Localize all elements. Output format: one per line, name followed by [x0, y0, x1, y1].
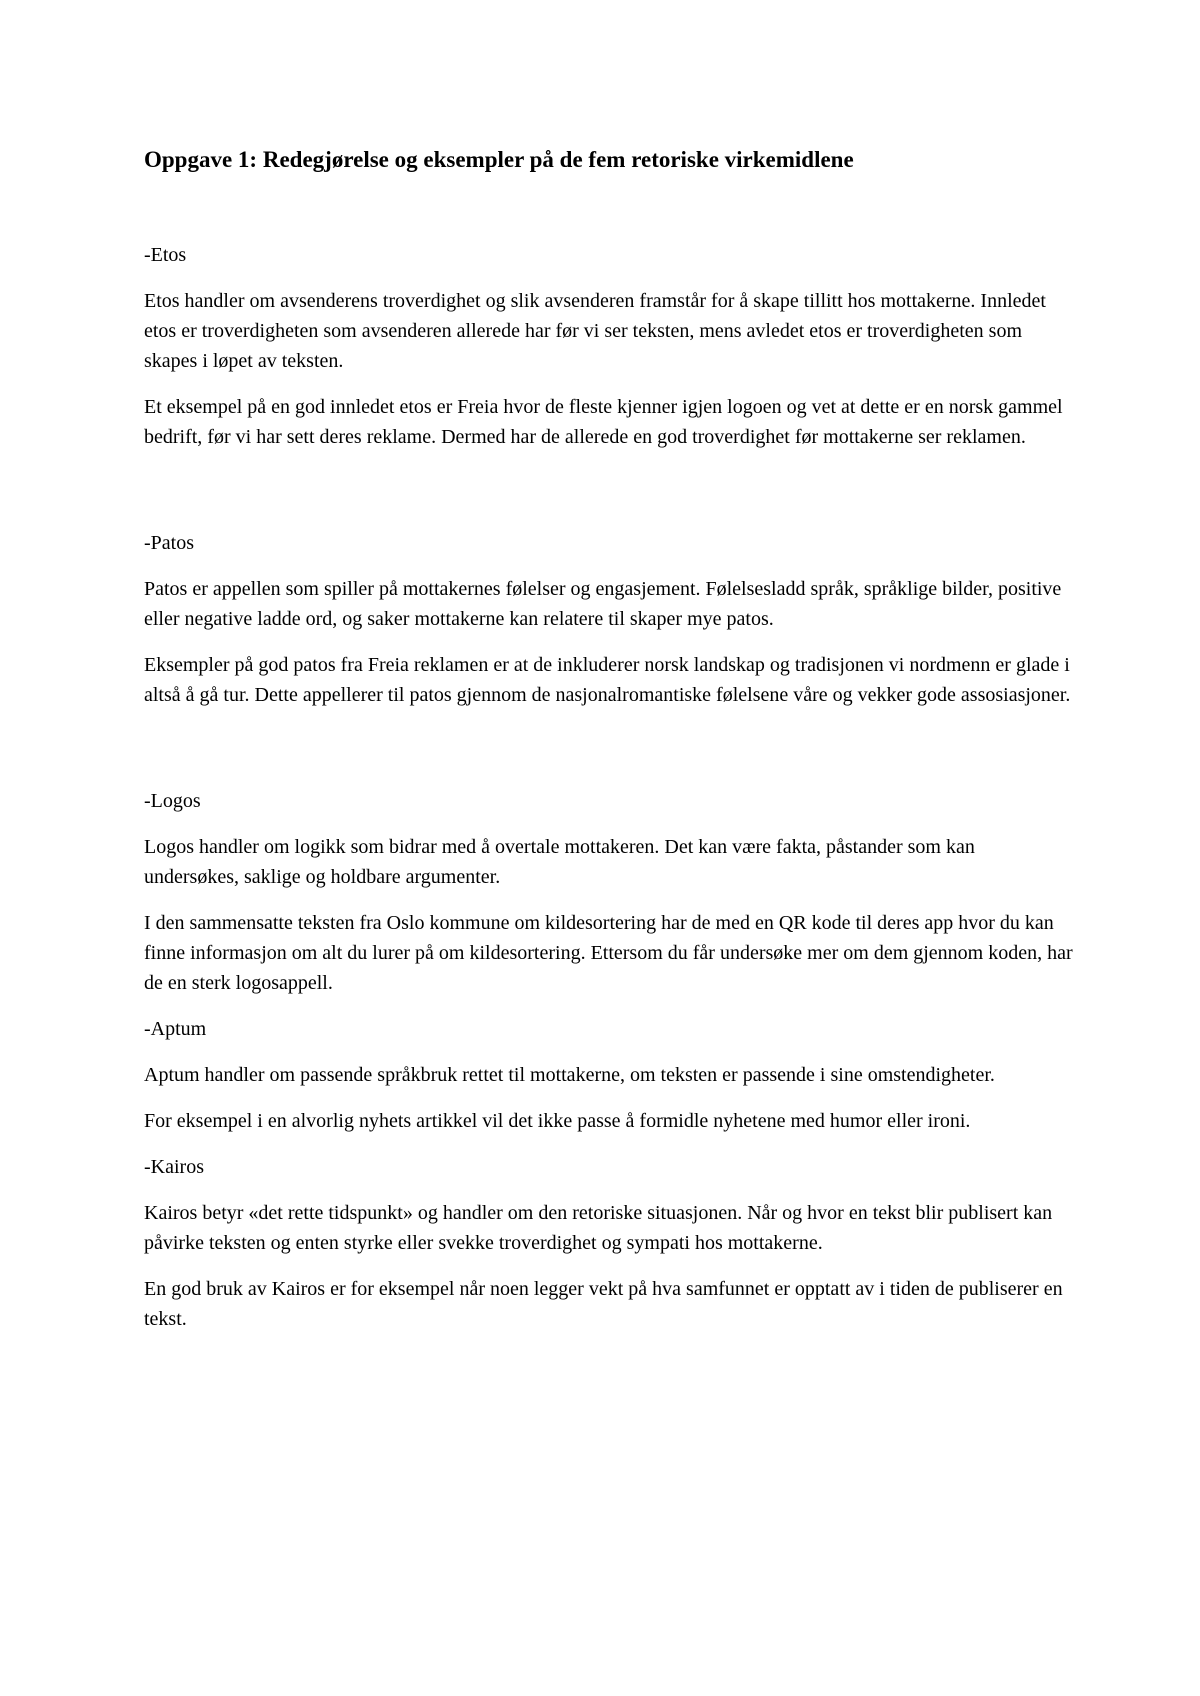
section-kairos — [144, 1152, 1074, 1334]
paragraph: Eksempler på god patos fra Freia reklamen er at de inkluderer norsk landskap og tradisjonen vi nordmenn er glade i altså å gå tur. Dette appellerer til patos gjennom de nasjonalromantiske følelsene våre og vekker gode assosiasjoner. — [144, 654, 1071, 706]
paragraph: Logos handler om logikk som bidrar med å overtale mottakeren. Det kan være fakta, påstander som kan undersøkes, saklige og holdbare argumenter. — [144, 836, 975, 888]
section-heading-aptum: -Aptum — [144, 1018, 207, 1040]
section-heading-patos: -Patos — [144, 532, 194, 554]
paragraph: I den sammensatte teksten fra Oslo kommune om kildesortering har de med en QR kode til deres app hvor du kan finne informasjon om alt du lurer på om kildesortering. Ettersom du får undersøke mer om dem gjennom koden, har de en sterk logosappell. — [144, 912, 1073, 994]
paragraph: Etos handler om avsenderens troverdighet og slik avsenderen framstår for å skape tillitt hos mottakerne. Innledet etos er troverdigheten som avsenderen allerede har før vi ser teksten, mens avledet etos er troverdigheten som skapes i løpet av teksten. — [144, 290, 1046, 372]
paragraph: En god bruk av Kairos er for eksempel når noen legger vekt på hva samfunnet er opptatt av i tiden de publiserer en tekst. — [144, 1278, 1063, 1330]
document-body — [144, 144, 1074, 1350]
paragraph: Patos er appellen som spiller på mottakernes følelser og engasjement. Følelsesladd språk, språklige bilder, positive eller negative ladde ord, og saker mottakerne kan relatere til skaper mye patos. — [144, 578, 1062, 630]
section-patos — [144, 528, 1074, 710]
paragraph: For eksempel i en alvorlig nyhets artikkel vil det ikke passe å formidle nyhetene med humor eller ironi. — [144, 1110, 971, 1132]
section-aptum — [144, 1014, 1074, 1136]
paragraph: Kairos betyr «det rette tidspunkt» og handler om den retoriske situasjonen. Når og hvor en tekst blir publisert kan påvirke teksten og enten styrke eller svekke troverdighet og sympati hos mottakerne. — [144, 1202, 1053, 1254]
section-logos — [144, 786, 1074, 998]
section-gap — [144, 468, 1074, 528]
section-heading-etos: -Etos — [144, 244, 187, 266]
section-etos — [144, 240, 1074, 452]
section-gap — [144, 726, 1074, 786]
section-heading-logos: -Logos — [144, 790, 201, 812]
paragraph: Aptum handler om passende språkbruk rettet til mottakerne, om teksten er passende i sine omstendigheter. — [144, 1064, 995, 1086]
section-heading-kairos: -Kairos — [144, 1156, 204, 1178]
paragraph: Et eksempel på en god innledet etos er Freia hvor de fleste kjenner igjen logoen og vet at dette er en norsk gammel bedrift, før vi har sett deres reklame. Dermed har de allerede en god troverdighet før mottakerne ser reklamen. — [144, 396, 1063, 448]
document-title: Oppgave 1: Redegjørelse og eksempler på de fem retoriske virkemidlene — [144, 147, 854, 172]
